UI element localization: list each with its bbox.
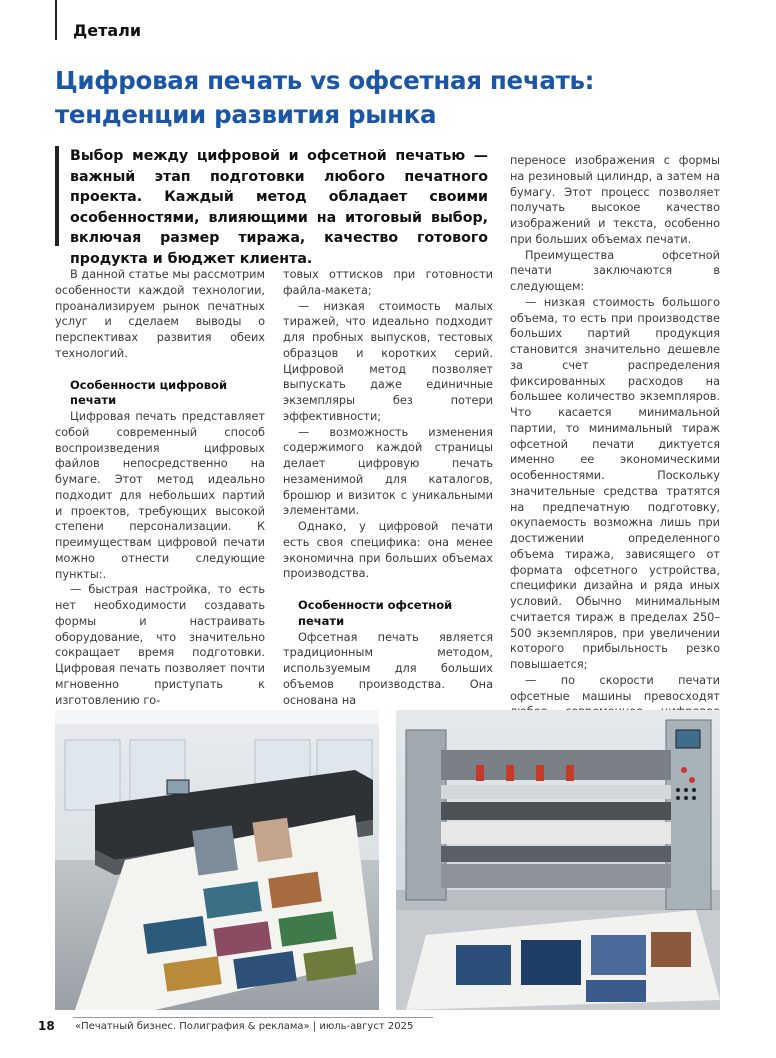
paragraph: — низкая стоимость малых тиражей, что идеально подходит для пробных выпусков, тестовых образцов и коротких серий. Цифровой метод позволяет выпускать даже единичные экземпляры без потери эффективности; [283,299,493,423]
article-lead: Выбор между цифровой и офсетной печатью — важный этап подготовки любого печатного проекта. Каждый метод обладает своими особенностями, влияющими на итоговый выбор, включая размер тиража, качество готового продукта и бюджет клиента. [70,148,488,267]
paragraph: — по скорости печати офсетные машины превосходят [510,673,720,703]
text-column-1 [55,267,265,708]
digital-printer-photo [55,710,379,1010]
paragraph: Преимущества офсетной печати заключаются в следующем: [510,248,720,293]
section-label: Детали [73,21,142,40]
paragraph: Цифровая печать представляет собой современный способ воспроизведения цифровых файлов непосредственно на бумаге. Этот метод идеально подходит для небольших партий и проектов, требующих высокой степени персонализации. К преимуществам цифровой печати можно отнести следующие пункты:. [55,410,265,581]
paragraph: — возможность изменения содержимого каждой страницы делает цифровую печать незаменимой для каталогов, брошюр и визиток с уникальными элементами. [283,425,493,518]
paragraph: Офсетная печать является традиционным методом, используемым для больших объемов производства. Она основана на [283,630,493,707]
offset-machine-photo [396,710,720,1010]
paragraph: товых оттисков при готовности файла-макета; [283,268,493,297]
lead-bar [55,146,59,246]
subheading-digital: Особенности цифровой печати [70,377,228,408]
subheading-offset: Особенности офсетной печати [298,598,453,628]
page-number: 18 [38,1019,55,1033]
article-title: Цифровая печать vs офсетная печать: тенденции развития рынка [55,66,595,129]
paragraph: Однако, у цифровой печати есть своя специфика: она менее экономична при больших объемах производства. [283,520,493,581]
paragraph: — быстрая настройка, то есть нет необходимости создавать формы и настраивать оборудование, что значительно сокращает время подготовки. Цифровая печать позволяет почти мгновенно приступать к изготовлению го- [55,583,265,707]
paragraph: В данной статье мы рассмотрим особенности каждой технологии, проанализируем рынок печатных услуг и сделаем выводы о перспективах развития обеих технологий. [55,268,265,360]
footer-rule [73,1017,433,1018]
footer-text: «Печатный бизнес. Полиграфия & реклама» | июль-август 2025 [75,1021,414,1032]
paragraph: переносе изображения с формы на резиновый цилиндр, а затем на бумагу. Этот процесс позволяет получать высокое качество изображений и текста, особенно при больших объемах печати. [510,154,720,246]
text-column-2 [283,267,493,708]
text-column-3 [510,153,720,736]
header-rule [55,0,57,40]
paragraph: — низкая стоимость большого объема, то есть при производстве больших партий продукция становится значительно дешевле за счет распределения фиксированных расходов на большее количество экземпляров. Что касается минимальной партии, то минимальный тираж офсетной печати диктуется именно ее экономическими особенностями. Поскольку значительные средства тратятся на предпечатную подготовку, окупаемость возможна лишь при достижении определенного объема тиража, зависящего от формата офсетного устройства, специфики дизайна и ряда иных условий. Обычно минимальным считается тираж в пределах 250–500 экземпляров, при увеличении которого прибыльность резко повышается; [510,295,720,671]
